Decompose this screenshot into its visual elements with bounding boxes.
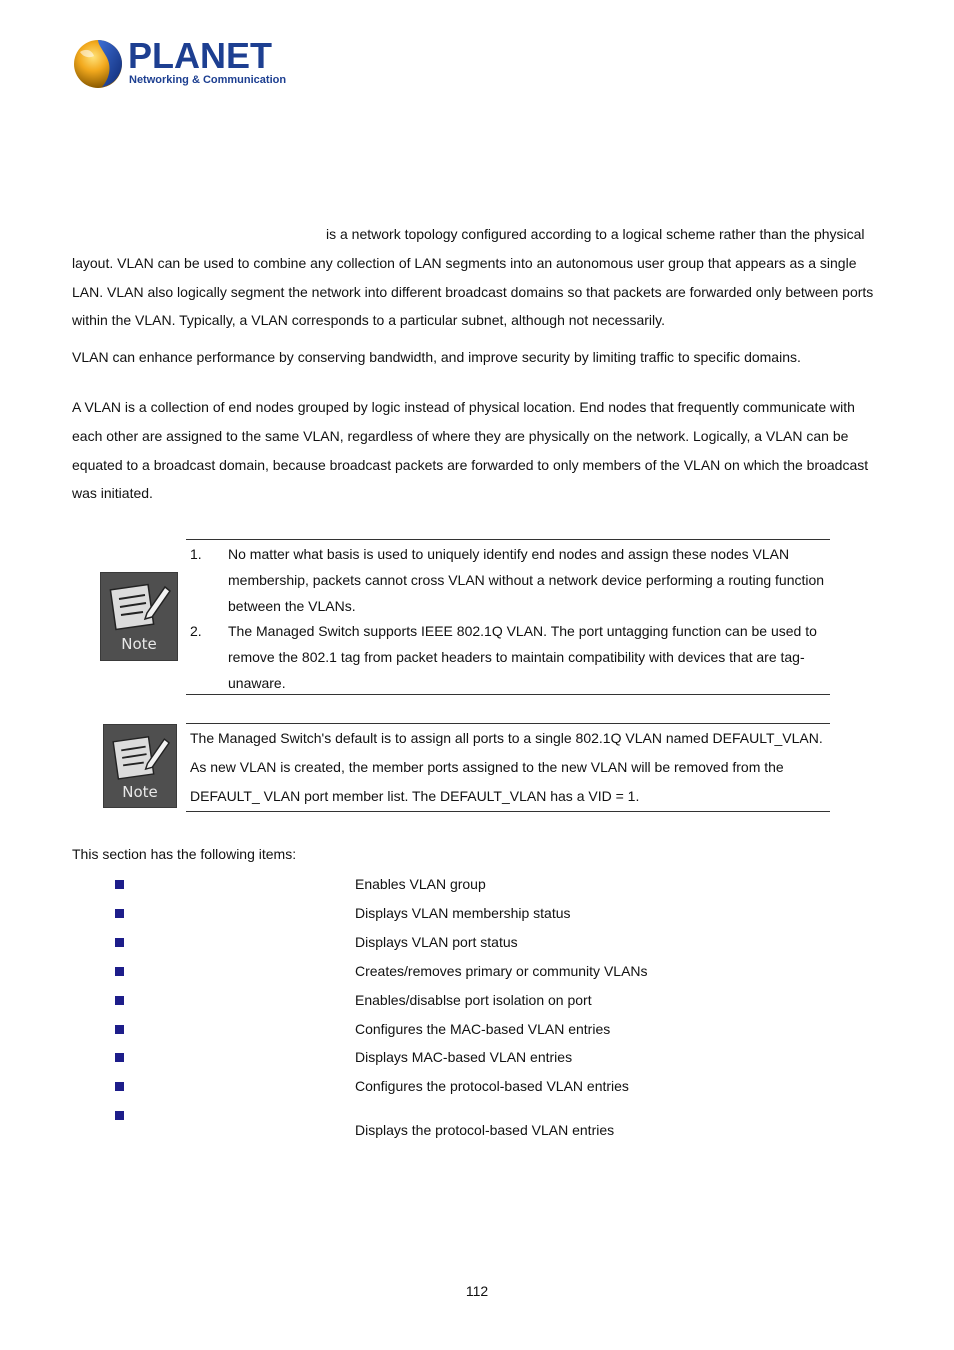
note1-item-text: No matter what basis is used to uniquely identify end nodes and assign these nodes VLAN membership, packets cannot cross VLAN without a network device performing a routing function between the VLANs. [228,546,825,614]
note-pencil-icon [107,579,171,631]
note1-item-text: The Managed Switch supports IEEE 802.1Q VLAN. The port untagging function can be used to remove the 802.1 tag from packet headers to maintain compatibility with devices that are tag-unaware. [228,623,817,691]
note1-bottom-rule [186,694,830,695]
brand-tagline: Networking & Communication [129,74,287,86]
note2-label: Note [122,783,158,801]
square-bullet-icon [115,1053,124,1062]
item-description: Enables/disablse port isolation on port [355,992,592,1008]
item-description: Displays VLAN membership status [355,905,571,921]
note1-icon-box [100,572,178,661]
note1-item [190,619,830,696]
note1-label: Note [121,635,157,653]
square-bullet-icon [115,909,124,918]
square-bullet-icon [115,967,124,976]
item-description: Displays MAC-based VLAN entries [355,1049,573,1065]
square-bullet-icon [115,996,124,1005]
planet-logo [72,35,287,92]
note1-item-number: 1. [190,546,202,562]
note1-item [190,542,830,619]
note2-bottom-rule [186,811,830,812]
item-description: Enables VLAN group [355,876,486,892]
note1-item-number: 2. [190,623,202,640]
note-pencil-icon [110,731,170,781]
item-description: Creates/removes primary or community VLANs [355,963,648,979]
items-intro: This section has the following items: [72,846,297,862]
item-description: Configures the protocol-based VLAN entries [355,1078,629,1094]
note2-text: The Managed Switch's default is to assign all ports to a single 802.1Q VLAN named DEFAULT_VLAN. As new VLAN is created, the member ports assigned to the new VLAN will be removed from the DEFAULT_ VLAN port member list. The DEFAULT_VLAN has a VID = 1. [190,730,823,804]
square-bullet-icon [115,1025,124,1034]
note2-icon-box [103,724,177,808]
square-bullet-icon [115,880,124,889]
item-description: Displays the protocol-based VLAN entries [355,1122,615,1138]
paragraph-definition: A VLAN is a collection of end nodes grouped by logic instead of physical location. End nodes that frequently communicate with each other are assigned to the same VLAN, regardless of where they are physically on the network. Logically, a VLAN can be equated to a broadcast domain, because broadcast packets are forwarded to only members of the VLAN on which the broadcast was initiated. [72,399,869,502]
item-description: Displays VLAN port status [355,934,518,950]
square-bullet-icon [115,1082,124,1091]
page-number: 112 [465,1283,489,1299]
square-bullet-icon [115,938,124,947]
note1-list [190,542,830,697]
note1-top-rule [186,539,830,540]
item-description: Configures the MAC-based VLAN entries [355,1021,611,1037]
brand-name: PLANET [128,35,272,76]
paragraph-performance: VLAN can enhance performance by conserving bandwidth, and improve security by limiting traffic to specific domains. [72,349,801,365]
globe-icon [72,38,124,90]
intro-paragraph: is a network topology configured according to a logical scheme rather than the physical layout. VLAN can be used to combine any collection of LAN segments into an autonomous user group that appears as a single LAN. VLAN also logically segment the network into different broadcast domains so that packets are forwarded only between ports within the VLAN. Typically, a VLAN corresponds to a particular subnet, although not necessarily. [72,226,874,329]
square-bullet-icon [115,1111,124,1120]
